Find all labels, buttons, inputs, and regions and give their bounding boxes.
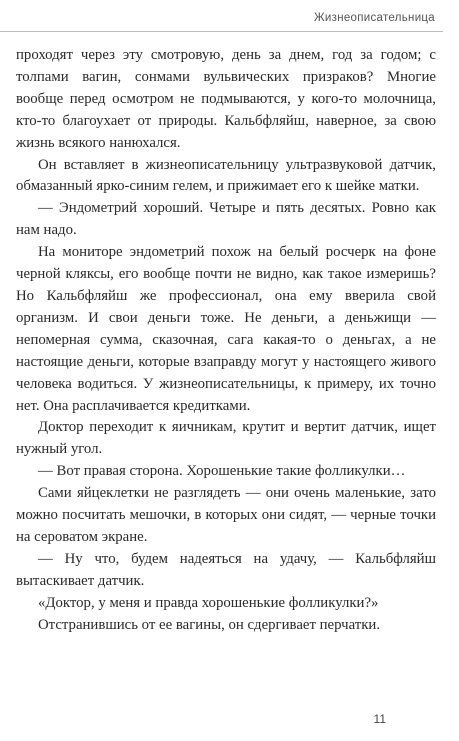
paragraph: проходят через эту смотровую, день за днем, год за годом; с толпами вагин, сонмами вульвических призраков? Многие вообще перед осмотром не подмываются, у кого-то молочница, кто-то благоухает от природы. Кальбфляйш, наверное, за свою жизнь всякого нанюхался. bbox=[16, 47, 436, 151]
header-rule bbox=[0, 31, 443, 32]
paragraph: Он вставляет в жизнеописательницу ультразвуковой датчик, обмазанный ярко-синим гелем, и прижимает его к шейке матки. bbox=[16, 156, 436, 195]
body-text bbox=[16, 45, 436, 636]
paragraph: На мониторе эндометрий похож на белый росчерк на фоне черной кляксы, его вообще почти не видно, как такое измеришь? Но Кальбфляйш же профессионал, она ему вверила свой организм. И свои деньги тоже. Не деньги, а деньжищи — непомерная сумма, сказочная, сага какая-то о деньгах, а не настоящие деньги, которые взаправду могут у настоящего живого человека водиться. У жизнеописательницы, к примеру, их точно нет. Она расплачивается кредитками. bbox=[16, 244, 436, 414]
paragraph: — Вот правая сторона. Хорошенькие такие фолликулки… bbox=[38, 463, 406, 480]
page-number: 11 bbox=[373, 712, 386, 726]
paragraph: — Эндометрий хороший. Четыре и пять десятых. Ровно как нам надо. bbox=[16, 200, 436, 239]
paragraph: Отстранившись от ее вагины, он сдергивает перчатки. bbox=[38, 616, 381, 633]
paragraph: «Доктор, у меня и правда хорошенькие фолликулки?» bbox=[38, 594, 379, 611]
paragraph: Сами яйцеклетки не разглядеть — они очень маленькие, зато можно посчитать мешочки, в которых они сидят, — черные точки на сероватом экране. bbox=[16, 485, 436, 545]
paragraph: Доктор переходит к яичникам, крутит и вертит датчик, ищет нужный угол. bbox=[16, 419, 436, 458]
running-head: Жизнеописательница bbox=[313, 12, 435, 24]
paragraph: — Ну что, будем надеяться на удачу, — Кальбфляйш вытаскивает датчик. bbox=[16, 550, 436, 589]
